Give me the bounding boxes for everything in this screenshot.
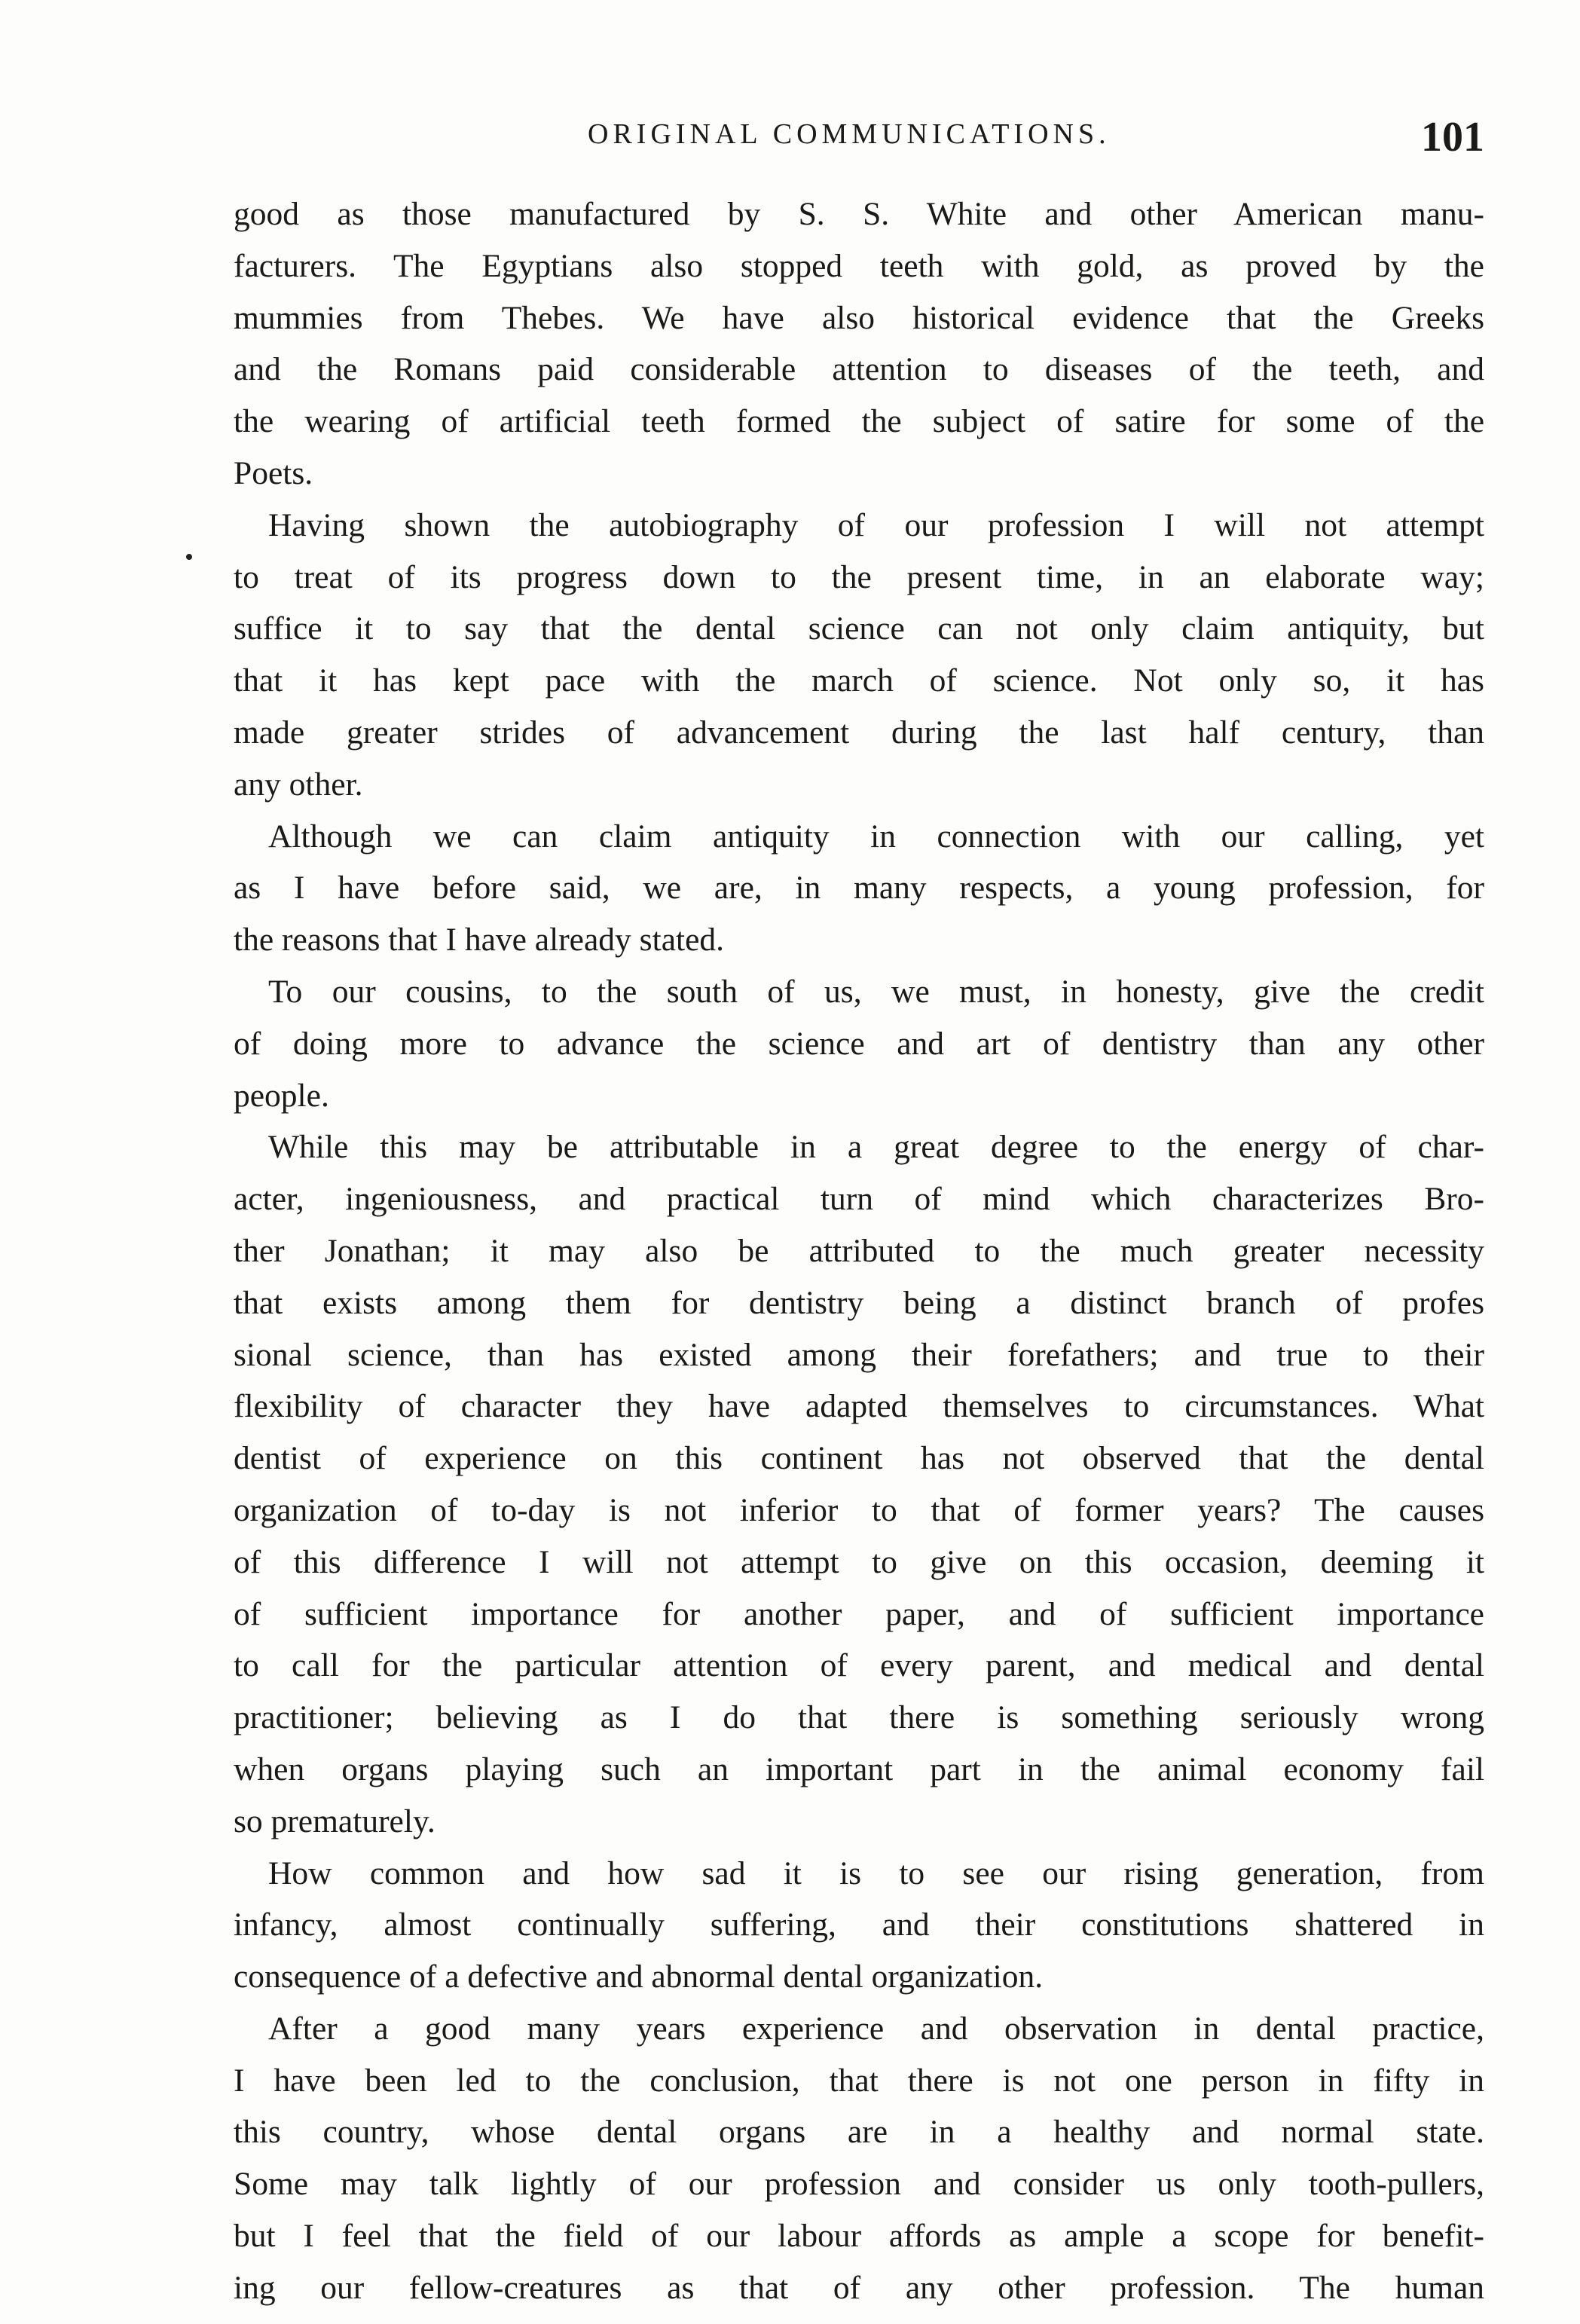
- text-line: to call for the particular attention of every parent, and medical and dental: [234, 1647, 1484, 1684]
- running-title: ORIGINAL COMMUNICATIONS.: [588, 118, 1111, 150]
- text-line: practitioner; believing as I do that there is something seriously wrong: [234, 1699, 1484, 1736]
- text-line: of doing more to advance the science and art of dentistry than any other: [234, 1025, 1484, 1062]
- text-line: of sufficient importance for another paper, and of sufficient importance: [234, 1595, 1484, 1632]
- text-line: mummies from Thebes. We have also historical evidence that the Greeks: [234, 299, 1484, 336]
- text-line: flexibility of character they have adapted themselves to circumstances. What: [234, 1388, 1484, 1425]
- text-line: consequence of a defective and abnormal dental organization.: [234, 1959, 1044, 1995]
- text-line: How common and how sad it is to see our rising generation, from: [268, 1855, 1484, 1891]
- text-line: so prematurely.: [234, 1803, 435, 1839]
- text-line: After a good many years experience and observation in dental practice,: [268, 2010, 1484, 2047]
- text-line: made greater strides of advancement during the last half century, than: [234, 714, 1484, 751]
- paragraph-4: [234, 966, 1484, 1121]
- text-line: To our cousins, to the south of us, we must, in honesty, give the credit: [268, 973, 1484, 1010]
- text-line: to treat of its progress down to the present time, in an elaborate way;: [234, 558, 1484, 595]
- text-line: acter, ingeniousness, and practical turn of mind which characterizes Bro-: [234, 1181, 1484, 1218]
- text-line: suffice it to say that the dental science can not only claim antiquity, but: [234, 610, 1484, 647]
- text-line: but I feel that the field of our labour affords as ample a scope for benefit-: [234, 2218, 1484, 2255]
- text-line: Having shown the autobiography of our profession I will not attempt: [268, 506, 1484, 543]
- paragraph-2: [234, 500, 1484, 811]
- text-line: any other.: [234, 766, 363, 803]
- text-line: infancy, almost continually suffering, and their constitutions shattered in: [234, 1907, 1484, 1943]
- body-text: [234, 188, 1484, 2314]
- text-line: facturers. The Egyptians also stopped teeth with gold, as proved by the: [234, 247, 1484, 284]
- text-line: Although we can claim antiquity in connection with our calling, yet: [268, 818, 1484, 855]
- text-line: and the Romans paid considerable attention to diseases of the teeth, and: [234, 351, 1484, 388]
- text-line: While this may be attributable in a great degree to the energy of char-: [268, 1129, 1484, 1166]
- paragraph-7: [234, 2003, 1484, 2314]
- text-line: dentist of experience on this continent has not observed that the dental: [234, 1440, 1484, 1477]
- text-line: Some may talk lightly of our profession and consider us only tooth-pullers,: [234, 2166, 1484, 2203]
- text-line: when organs playing such an important part in the animal economy fail: [234, 1751, 1484, 1787]
- text-line: the reasons that I have already stated.: [234, 922, 725, 959]
- paragraph-1: [234, 188, 1484, 500]
- margin-mark: [186, 554, 192, 560]
- text-line: that exists among them for dentistry being a distinct branch of profes: [234, 1284, 1484, 1321]
- text-line: Poets.: [234, 454, 313, 491]
- text-line: organization of to-day is not inferior to that of former years? The causes: [234, 1491, 1484, 1528]
- text-line: of this difference I will not attempt to give on this occasion, deeming it: [234, 1543, 1484, 1580]
- text-line: ther Jonathan; it may also be attributed to the much greater necessity: [234, 1232, 1484, 1269]
- text-line: ing our fellow-creatures as that of any other profession. The human: [234, 2269, 1484, 2306]
- paragraph-5: [234, 1121, 1484, 1847]
- paragraph-6: [234, 1848, 1484, 2003]
- text-line: as I have before said, we are, in many respects, a young profession, for: [234, 870, 1484, 907]
- running-head: [234, 113, 1484, 173]
- text-line: good as those manufactured by S. S. White and other American manu-: [234, 196, 1484, 232]
- text-line: sional science, than has existed among their forefathers; and true to their: [234, 1336, 1484, 1373]
- page-number: 101: [1421, 114, 1484, 161]
- text-line: that it has kept pace with the march of science. Not only so, it has: [234, 662, 1484, 699]
- text-line: the wearing of artificial teeth formed the subject of satire for some of the: [234, 403, 1484, 440]
- text-line: I have been led to the conclusion, that there is not one person in fifty in: [234, 2062, 1484, 2099]
- paragraph-3: [234, 811, 1484, 966]
- text-line: people.: [234, 1077, 329, 1114]
- text-line: this country, whose dental organs are in a healthy and normal state.: [234, 2114, 1484, 2151]
